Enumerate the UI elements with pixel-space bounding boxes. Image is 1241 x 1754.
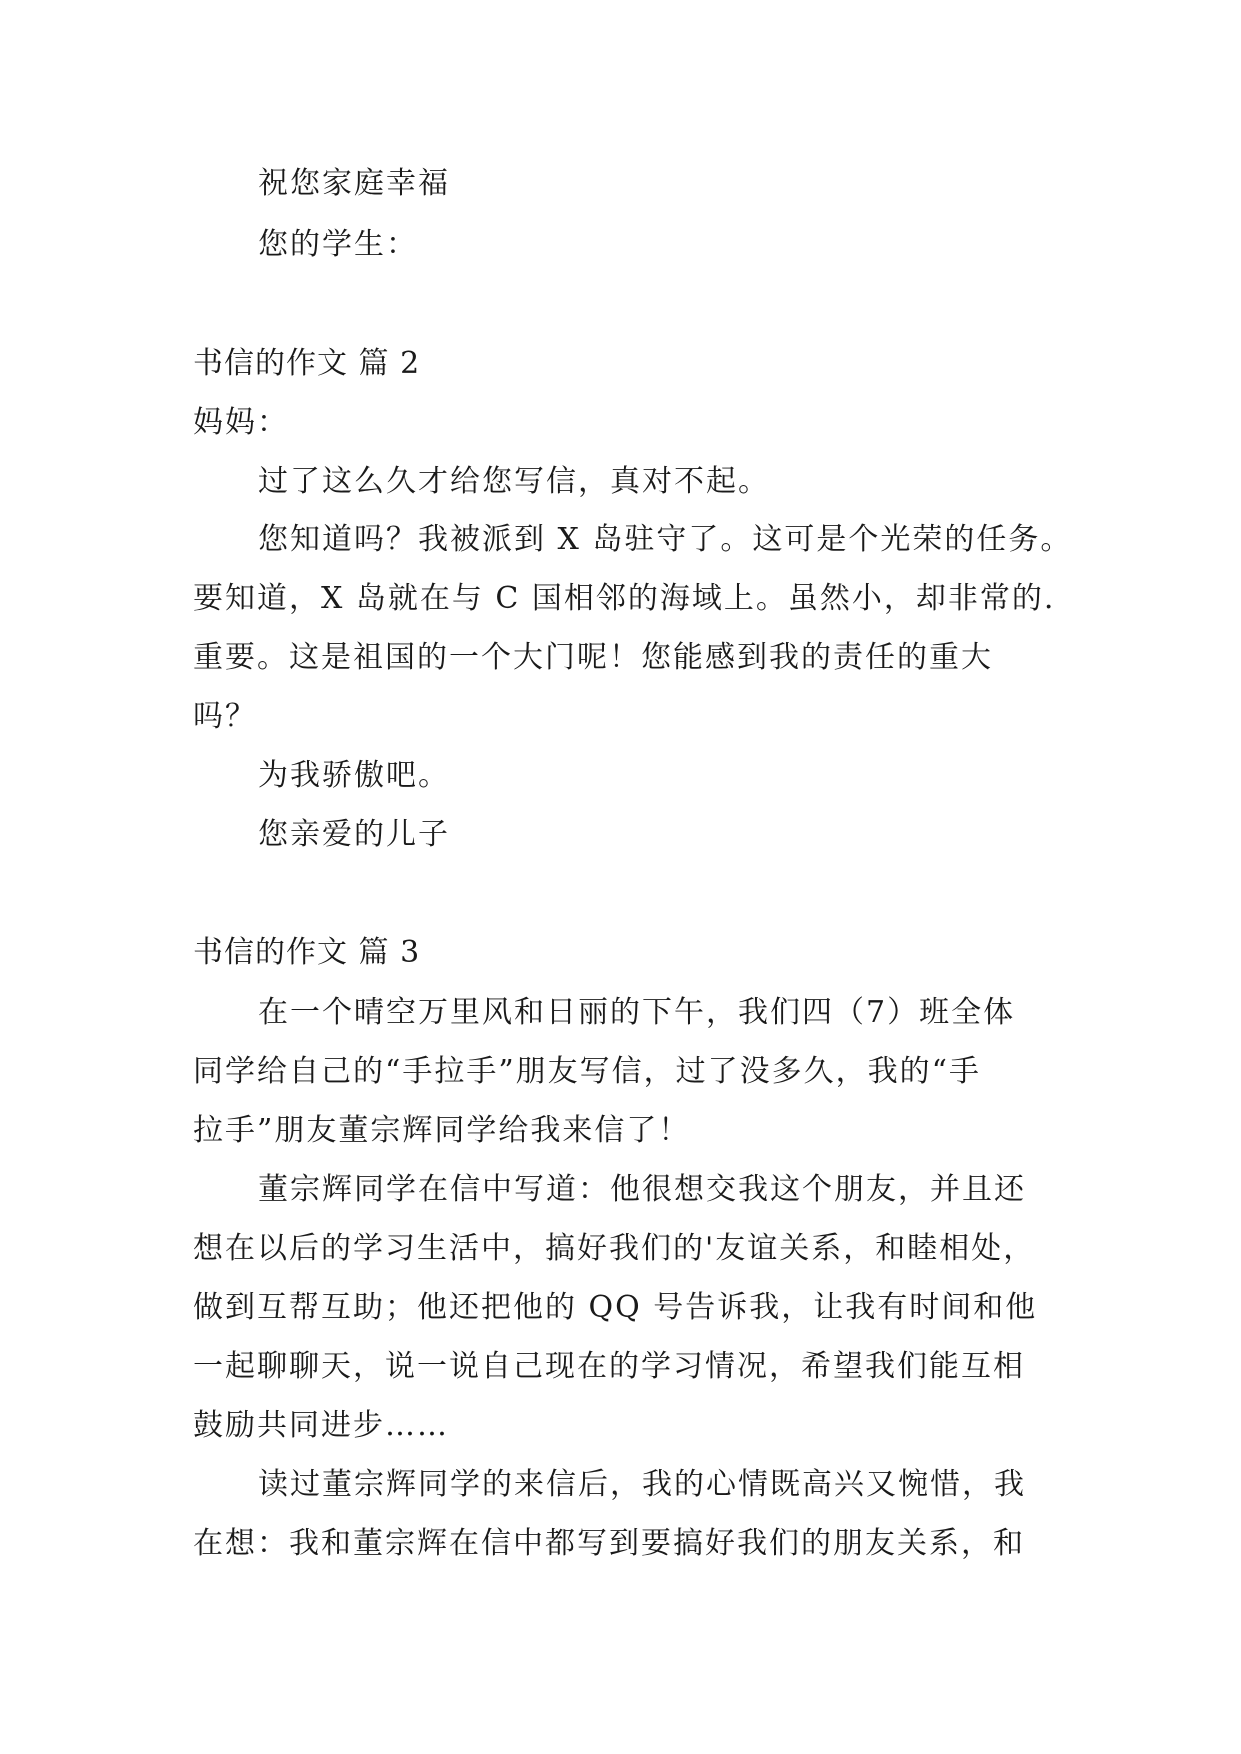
paragraph-line: 在一个晴空万里风和日丽的下午，我们四（7）班全体 [258, 995, 1016, 1030]
section-3-title: 书信的作文 篇 3 [193, 935, 421, 970]
paragraph-line: 一起聊聊天，说一说自己现在的学习情况，希望我们能互相 [193, 1349, 1025, 1384]
paragraph-line: 想在以后的学习生活中，搞好我们的'友谊关系，和睦相处， [193, 1231, 1036, 1266]
paragraph-line: 拉手”朋友董宗辉同学给我来信了！ [193, 1113, 691, 1148]
paragraph-line: 鼓励共同进步…… [193, 1408, 449, 1443]
signature: 您的学生： [258, 227, 418, 262]
paragraph-line: 做到互帮互助；他还把他的 QQ 号告诉我，让我有时间和他 [193, 1290, 1038, 1325]
paragraph-line: 您知道吗？我被派到 X 岛驻守了。这可是个光荣的任务。 [258, 522, 1073, 557]
paragraph-line: 要知道，X 岛就在与 C 国相邻的海域上。虽然小，却非常的. [193, 581, 1056, 616]
paragraph-line: 读过董宗辉同学的来信后，我的心情既高兴又惋惜，我 [258, 1467, 1026, 1502]
paragraph-line: 为我骄傲吧。 [258, 758, 450, 793]
section-2-title: 书信的作文 篇 2 [193, 346, 421, 381]
closing-wish: 祝您家庭幸福 [258, 166, 450, 201]
paragraph-line: 重要。这是祖国的一个大门呢！您能感到我的责任的重大 [193, 640, 993, 675]
letter-greeting: 妈妈： [193, 405, 289, 440]
paragraph-line: 吗？ [193, 699, 257, 734]
letter-signoff: 您亲爱的儿子 [258, 817, 450, 852]
paragraph-line: 同学给自己的“手拉手”朋友写信，过了没多久，我的“手 [193, 1054, 982, 1089]
paragraph-line: 在想：我和董宗辉在信中都写到要搞好我们的朋友关系，和 [193, 1526, 1025, 1561]
paragraph-line: 过了这么久才给您写信，真对不起。 [258, 464, 770, 499]
paragraph-line: 董宗辉同学在信中写道：他很想交我这个朋友，并且还 [258, 1172, 1026, 1207]
